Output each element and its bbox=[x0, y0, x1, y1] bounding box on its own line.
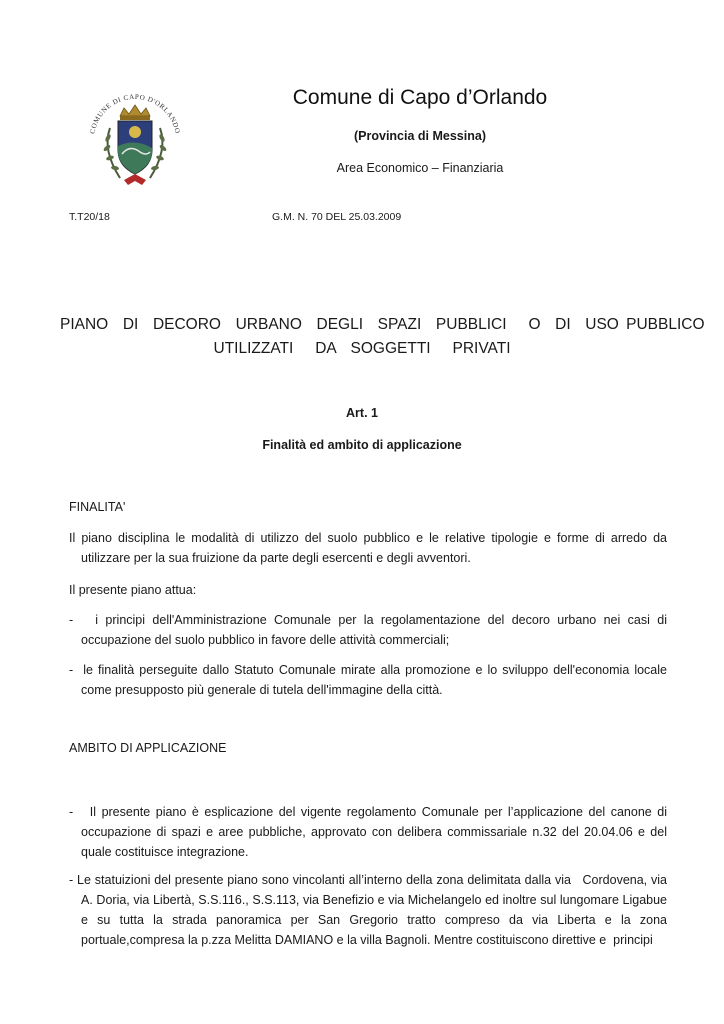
resolution-reference: G.M. N. 70 DEL 25.03.2009 bbox=[272, 211, 402, 223]
list-item-finalita-2: - le finalità perseguite dallo Statuto Comunale mirate alla promozione e lo sviluppo dell'economia locale come presupposto più generale di tutela dell'immagine della città. bbox=[69, 663, 671, 697]
list-item-finalita-1: - i principi dell'Amministrazione Comunale per la regolamentazione del decoro urbano nei casi di occupazione del suolo pubblico in favore delle attività commerciali; bbox=[69, 613, 671, 647]
department-label: Area Economico – Finanziaria bbox=[336, 161, 504, 175]
svg-text:COMUNE DI CAPO D'ORLANDO: COMUNE DI CAPO D'ORLANDO bbox=[88, 92, 182, 135]
document-title-line-2: UTILIZZATI DA SOGGETTI PRIVATI bbox=[213, 340, 511, 357]
province-label: (Provincia di Messina) bbox=[354, 129, 486, 143]
list-item-ambito-2: - Le statuizioni del presente piano sono vincolanti all’interno della zona delimitata dalla via Cordovena, via A. Doria, via Libertà, S.S.116., S.S.113, via Benefizio e via Michelangelo ed inoltre sul lungomare Ligabue e su tutta la strada panoramica per San Gregorio tratto compreso da via Liberta e la zona portuale,compresa la p.zza Melitta DAMIANO e la villa Bagnoli. Mentre costituiscono direttive e principi bbox=[69, 873, 671, 947]
article-number: Art. 1 bbox=[346, 406, 378, 420]
section-heading-finalita: FINALITA' bbox=[69, 500, 126, 514]
list-item-ambito-1: - Il presente piano è esplicazione del vigente regolamento Comunale per l’applicazione del canone di occupazione di spazi e aree pubbliche, approvato con delibera commissariale n.32 del 20.04.06 e del quale costituisce integrazione. bbox=[69, 805, 671, 859]
municipality-title: Comune di Capo d’Orlando bbox=[292, 86, 548, 109]
paragraph-finalita-1: Il piano disciplina le modalità di utilizzo del suolo pubblico e le relative tipologie e forme di arredo da utilizzare per la sua fruizione da parte degli esercenti e degli avventori. bbox=[69, 531, 667, 565]
section-heading-ambito: AMBITO DI APPLICAZIONE bbox=[69, 741, 227, 755]
document-title bbox=[60, 313, 705, 361]
article-title: Finalità ed ambito di applicazione bbox=[262, 438, 462, 452]
paragraph-finalita-2: Il presente piano attua: bbox=[69, 583, 197, 597]
municipal-emblem bbox=[80, 88, 190, 196]
document-title-line-1: PIANO DI DECORO URBANO DEGLI SPAZI PUBBLICI O DI USO PUBBLICO bbox=[60, 316, 705, 333]
protocol-reference: T.T20/18 bbox=[69, 211, 110, 223]
